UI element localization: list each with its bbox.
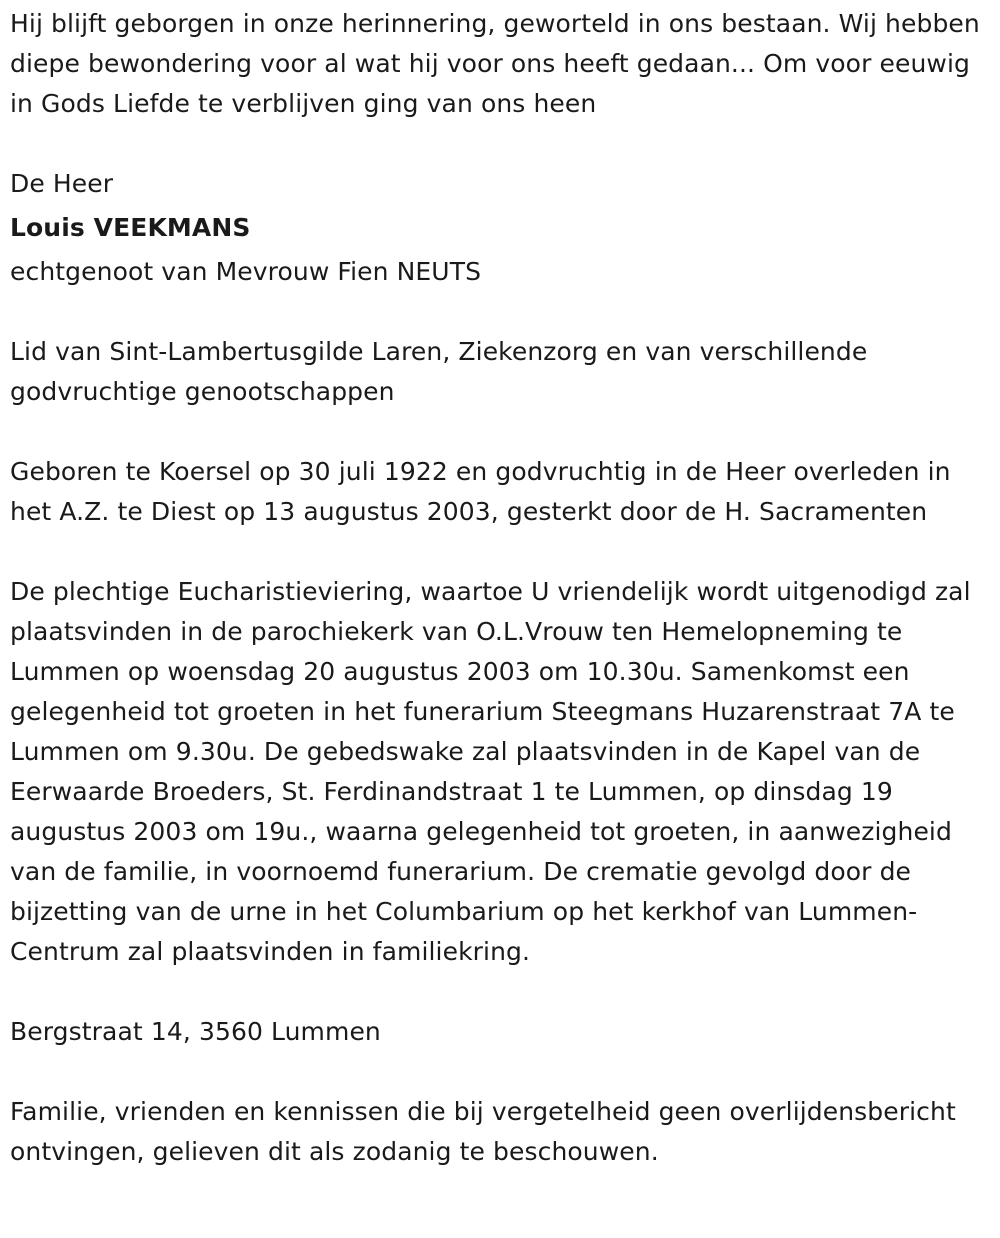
- address-line: Bergstraat 14, 3560 Lummen: [10, 1017, 381, 1046]
- membership-paragraph: Lid van Sint-Lambertusgilde Laren, Ziekenzorg en van verschillende godvruchtige genootschappen: [10, 337, 868, 406]
- spacer: [10, 124, 990, 164]
- spacer: [10, 412, 990, 452]
- spacer: [10, 532, 990, 572]
- closing-paragraph: Familie, vrienden en kennissen die bij vergetelheid geen overlijdensbericht ontvingen, gelieven dit als zodanig te beschouwen.: [10, 1097, 956, 1166]
- deceased-name: Louis VEEKMANS: [10, 213, 251, 242]
- spacer: [10, 972, 990, 1012]
- intro-paragraph: Hij blijft geborgen in onze herinnering, geworteld in ons bestaan. Wij hebben diepe bewondering voor al wat hij voor ons heeft gedaan... Om voor eeuwig in Gods Liefde te verblijven ging van ons heen: [10, 9, 980, 118]
- spouse-line: echtgenoot van Mevrouw Fien NEUTS: [10, 257, 482, 286]
- spacer: [10, 292, 990, 332]
- spacer: [10, 1052, 990, 1092]
- birth-death-paragraph: Geboren te Koersel op 30 juli 1922 en godvruchtig in de Heer overleden in het A.Z. te Diest op 13 augustus 2003, gesterkt door de H. Sacramenten: [10, 457, 951, 526]
- ceremony-paragraph: De plechtige Eucharistieviering, waartoe U vriendelijk wordt uitgenodigd zal plaatsvinden in de parochiekerk van O.L.Vrouw ten Hemelopneming te Lummen op woensdag 20 augustus 2003 om 10.30u. Samenkomst een gelegenheid tot groeten in het funerarium Steegmans Huzarenstraat 7A te Lummen om 9.30u. De gebedswake zal plaatsvinden in de Kapel van de Eerwaarde Broeders, St. Ferdinandstraat 1 te Lummen, op dinsdag 19 augustus 2003 om 19u., waarna gelegenheid tot groeten, in aanwezigheid van de familie, in voornoemd funerarium. De crematie gevolgd door de bijzetting van de urne in het Columbarium op het kerkhof van Lummen-Centrum zal plaatsvinden in familiekring.: [10, 577, 971, 966]
- salutation: De Heer: [10, 169, 114, 198]
